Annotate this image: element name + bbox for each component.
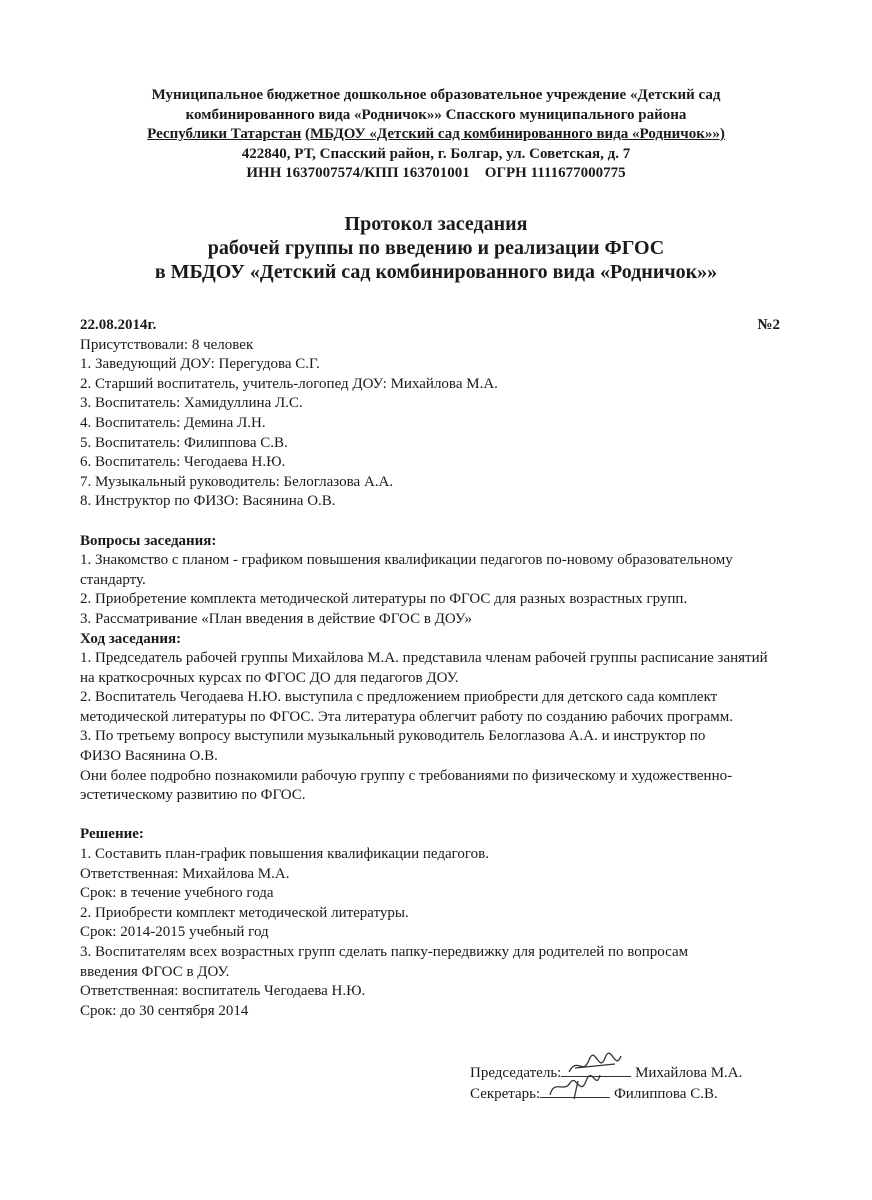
signature-handwritten-icon xyxy=(540,1083,610,1098)
attendee: 7. Музыкальный руководитель: Белоглазова А.А. xyxy=(80,473,394,490)
chair-label: Председатель: xyxy=(470,1065,562,1081)
title-line: Протокол заседания xyxy=(344,213,528,235)
organization-header xyxy=(60,86,812,184)
chair-name: Михайлова М.А. xyxy=(635,1065,743,1081)
agenda-item: 2. Приобретение комплекта методической литературы по ФГОС для разных возрастных групп. xyxy=(80,591,688,608)
document-title xyxy=(40,212,832,284)
attendee: 4. Воспитатель: Демина Л.Н. xyxy=(80,414,266,431)
header-requisites: ИНН 1637007574/КПП 163701001 ОГРН 1111677000775 xyxy=(246,165,626,181)
decision-line: Срок: 2014-2015 учебный год xyxy=(80,924,269,941)
agenda-item: 3. Рассматривание «План введения в действие ФГОС в ДОУ» xyxy=(80,610,473,627)
decision-heading: Решение: xyxy=(80,826,144,843)
signatures xyxy=(470,1062,742,1104)
agenda-heading: Вопросы заседания: xyxy=(80,532,217,549)
proceedings-item: 1. Председатель рабочей группы Михайлова М.А. представила членам рабочей группы расписание занятий на краткосрочных курсах по ФГОС ДО для педагогов ДОУ. xyxy=(80,650,768,686)
date-number-row xyxy=(80,316,800,336)
attendance-label: Присутствовали: 8 человек xyxy=(80,336,254,353)
attendee: 8. Инструктор по ФИЗО: Васянина О.В. xyxy=(80,493,336,510)
decision-line: 2. Приобрести комплект методической литературы. xyxy=(80,904,409,921)
header-line xyxy=(60,125,812,145)
meeting-date: 22.08.2014г. xyxy=(80,317,157,333)
decision-line: Срок: в течение учебного года xyxy=(80,885,274,902)
attendee: 3. Воспитатель: Хамидуллина Л.С. xyxy=(80,395,303,412)
protocol-number: №2 xyxy=(757,317,780,333)
decision-line: 3. Воспитателям всех возрастных групп сделать папку-передвижку для родителей по вопросам введения ФГОС в ДОУ. xyxy=(80,944,689,980)
header-republic: Республики Татарстан xyxy=(147,126,302,142)
decision-line: 1. Составить план-график повышения квалификации педагогов. xyxy=(80,846,490,863)
attendee: 5. Воспитатель: Филиппова С.В. xyxy=(80,434,288,451)
proceedings-item: 3. По третьему вопросу выступили музыкальный руководитель Белоглазова А.А. и инструктор по ФИЗО Васянина О.В. xyxy=(80,728,706,765)
header-short-name: (МБДОУ «Детский сад комбинированного вида «Родничок»») xyxy=(304,126,725,142)
proceedings-item: 2. Воспитатель Чегодаева Н.Ю. выступила с предложением приобрести для детского сада комплект методической литературы по ФГОС. Эта литература облегчит работу по созданию рабочих программ. xyxy=(80,689,734,725)
title-line: рабочей группы по введению и реализации ФГОС xyxy=(207,237,665,259)
secretary-label: Секретарь: xyxy=(470,1086,541,1102)
decision-line: Срок: до 30 сентября 2014 xyxy=(80,1002,249,1019)
agenda-item: 1. Знакомство с планом - графиком повышения квалификации педагогов по-новому образовательному стандарту. xyxy=(80,552,733,588)
attendee: 1. Заведующий ДОУ: Перегудова С.Г. xyxy=(80,356,320,373)
header-line: комбинированного вида «Родничок»» Спасского муниципального района xyxy=(185,106,687,123)
secretary-signature-row xyxy=(470,1083,742,1104)
document-body xyxy=(80,316,800,1021)
attendee: 6. Воспитатель: Чегодаева Н.Ю. xyxy=(80,454,286,471)
decision-line: Ответственная: воспитатель Чегодаева Н.Ю. xyxy=(80,983,366,1000)
secretary-name: Филиппова С.В. xyxy=(613,1086,718,1102)
chair-signature-row xyxy=(470,1062,742,1083)
header-address: 422840, РТ, Спасский район, г. Болгар, ул. Советская, д. 7 xyxy=(241,145,631,162)
header-line: Муниципальное бюджетное дошкольное образовательное учреждение «Детский сад xyxy=(151,87,721,103)
proceedings-item: Они более подробно познакомили рабочую группу с требованиями по физическому и художественно-эстетическому развитию по ФГОС. xyxy=(80,767,733,804)
attendee: 2. Старший воспитатель, учитель-логопед ДОУ: Михайлова М.А. xyxy=(80,375,498,392)
proceedings-heading: Ход заседания: xyxy=(80,630,182,647)
title-line: в МБДОУ «Детский сад комбинированного вида «Родничок»» xyxy=(154,261,718,283)
decision-line: Ответственная: Михайлова М.А. xyxy=(80,865,290,882)
